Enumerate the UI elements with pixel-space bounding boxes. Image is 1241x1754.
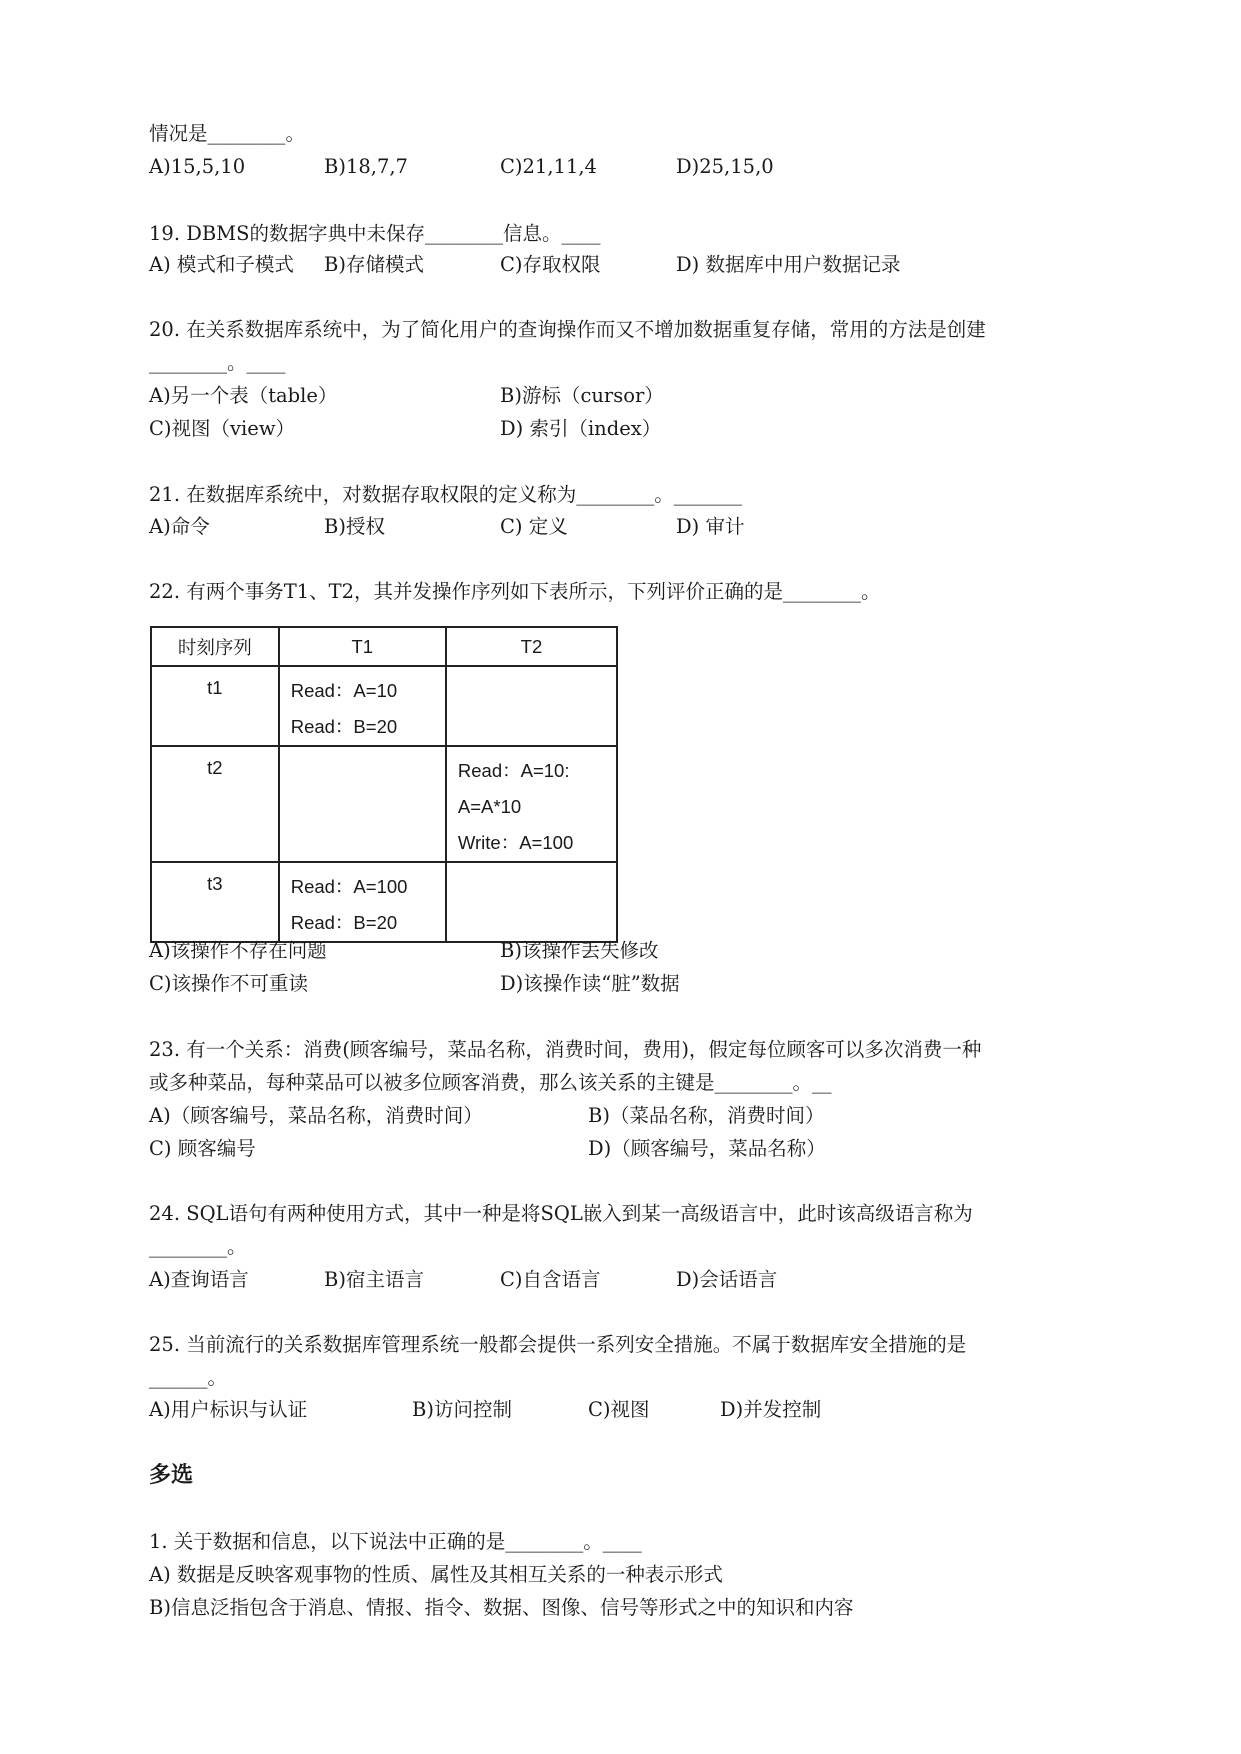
t1-op: Read：A=10 — [290, 680, 398, 701]
q24-stem-line1: 24. SQL语句有两种使用方式，其中一种是将SQL嵌入到某一高级语言中，此时该高级语言称为 — [149, 1202, 973, 1225]
q24-option-c: C)自含语言 — [500, 1268, 601, 1291]
t1-op: Read：A=100 — [290, 876, 408, 897]
q18-option-a: A)15,5,10 — [149, 155, 246, 178]
row-t1-ops — [279, 666, 446, 746]
row-time: t3 — [151, 862, 279, 942]
q21-option-c: C) 定义 — [500, 515, 568, 538]
t2-op: Write：A=100 — [457, 832, 574, 853]
q25-stem-line1: 25. 当前流行的关系数据库管理系统一般都会提供一系列安全措施。不属于数据库安全措施的是 — [149, 1333, 967, 1356]
q21-option-d: D) 审计 — [676, 515, 745, 538]
q20-stem-line1: 20. 在关系数据库系统中，为了简化用户的查询操作而又不增加数据重复存储，常用的方法是创建 — [149, 318, 986, 341]
q23-option-a: A)（顾客编号，菜品名称，消费时间） — [149, 1104, 483, 1127]
q18-option-b: B)18,7,7 — [324, 155, 408, 178]
q20-option-d: D) 索引（index） — [500, 417, 662, 440]
section-heading-multiple-choice: 多选 — [149, 1463, 194, 1488]
q22-option-a: A)该操作不存在问题 — [149, 939, 327, 962]
q21-option-b: B)授权 — [324, 515, 385, 538]
t1-op: Read：B=20 — [290, 912, 398, 933]
row-time: t2 — [151, 746, 279, 862]
q25-option-c: C)视图 — [588, 1398, 650, 1421]
t2-op: Read：A=10: — [457, 760, 570, 781]
transaction-schedule-table — [150, 626, 618, 943]
q20-option-c: C)视图（view） — [149, 417, 296, 440]
header-t2: T2 — [446, 627, 617, 666]
row-t1-ops — [279, 862, 446, 942]
q19-option-b: B)存储模式 — [324, 253, 424, 276]
q22-stem: 22. 有两个事务T1、T2，其并发操作序列如下表所示，下列评价正确的是________。 — [149, 580, 881, 603]
q20-option-b: B)游标（cursor） — [500, 384, 664, 407]
q23-stem-line1: 23. 有一个关系：消费(顾客编号，菜品名称，消费时间，费用)，假定每位顾客可以多次消费一种 — [149, 1038, 982, 1061]
header-time-sequence: 时刻序列 — [151, 627, 279, 666]
q25-stem-line2: ______。 — [149, 1366, 228, 1389]
table-row — [151, 862, 617, 942]
q21-option-a: A)命令 — [149, 515, 210, 538]
t1-op: Read：B=20 — [290, 716, 398, 737]
q20-option-a: A)另一个表（table） — [149, 384, 338, 407]
q19-stem: 19. DBMS的数据字典中未保存________信息。____ — [149, 222, 601, 245]
q23-option-d: D)（顾客编号，菜品名称） — [588, 1137, 826, 1160]
q24-option-a: A)查询语言 — [149, 1268, 249, 1291]
q23-option-b: B)（菜品名称，消费时间） — [588, 1104, 825, 1127]
q22-option-d: D)该操作读“脏”数据 — [500, 972, 680, 995]
table-row — [151, 746, 617, 862]
m1-option-a: A) 数据是反映客观事物的性质、属性及其相互关系的一种表示形式 — [149, 1563, 723, 1586]
q19-option-a: A) 模式和子模式 — [149, 253, 294, 276]
row-t2-ops — [446, 862, 617, 942]
q20-stem-line2: ________。____ — [149, 351, 286, 374]
q21-stem: 21. 在数据库系统中，对数据存取权限的定义称为________。_______ — [149, 483, 742, 506]
q22-option-b: B)该操作丢失修改 — [500, 939, 659, 962]
q25-option-a: A)用户标识与认证 — [149, 1398, 308, 1421]
q24-stem-line2: ________。 — [149, 1235, 247, 1258]
q25-option-d: D)并发控制 — [720, 1398, 822, 1421]
row-t1-ops — [279, 746, 446, 862]
t2-op: A=A*10 — [457, 796, 522, 817]
table-header-row — [151, 627, 617, 666]
row-t2-ops — [446, 666, 617, 746]
row-time: t1 — [151, 666, 279, 746]
q19-option-d: D) 数据库中用户数据记录 — [676, 253, 901, 276]
q24-option-d: D)会话语言 — [676, 1268, 778, 1291]
q18-option-d: D)25,15,0 — [676, 155, 774, 178]
row-t2-ops — [446, 746, 617, 862]
q23-stem-line2: 或多种菜品，每种菜品可以被多位顾客消费，那么该关系的主键是________。__ — [149, 1071, 832, 1094]
q23-option-c: C) 顾客编号 — [149, 1137, 256, 1160]
m1-stem: 1. 关于数据和信息，以下说法中正确的是________。____ — [149, 1530, 642, 1553]
q22-option-c: C)该操作不可重读 — [149, 972, 309, 995]
q19-option-c: C)存取权限 — [500, 253, 601, 276]
q18-stem-tail: 情况是________。 — [149, 122, 306, 145]
q24-option-b: B)宿主语言 — [324, 1268, 424, 1291]
table-row — [151, 666, 617, 746]
header-t1: T1 — [279, 627, 446, 666]
q18-option-c: C)21,11,4 — [500, 155, 597, 178]
m1-option-b: B)信息泛指包含于消息、情报、指令、数据、图像、信号等形式之中的知识和内容 — [149, 1596, 854, 1619]
q25-option-b: B)访问控制 — [412, 1398, 512, 1421]
